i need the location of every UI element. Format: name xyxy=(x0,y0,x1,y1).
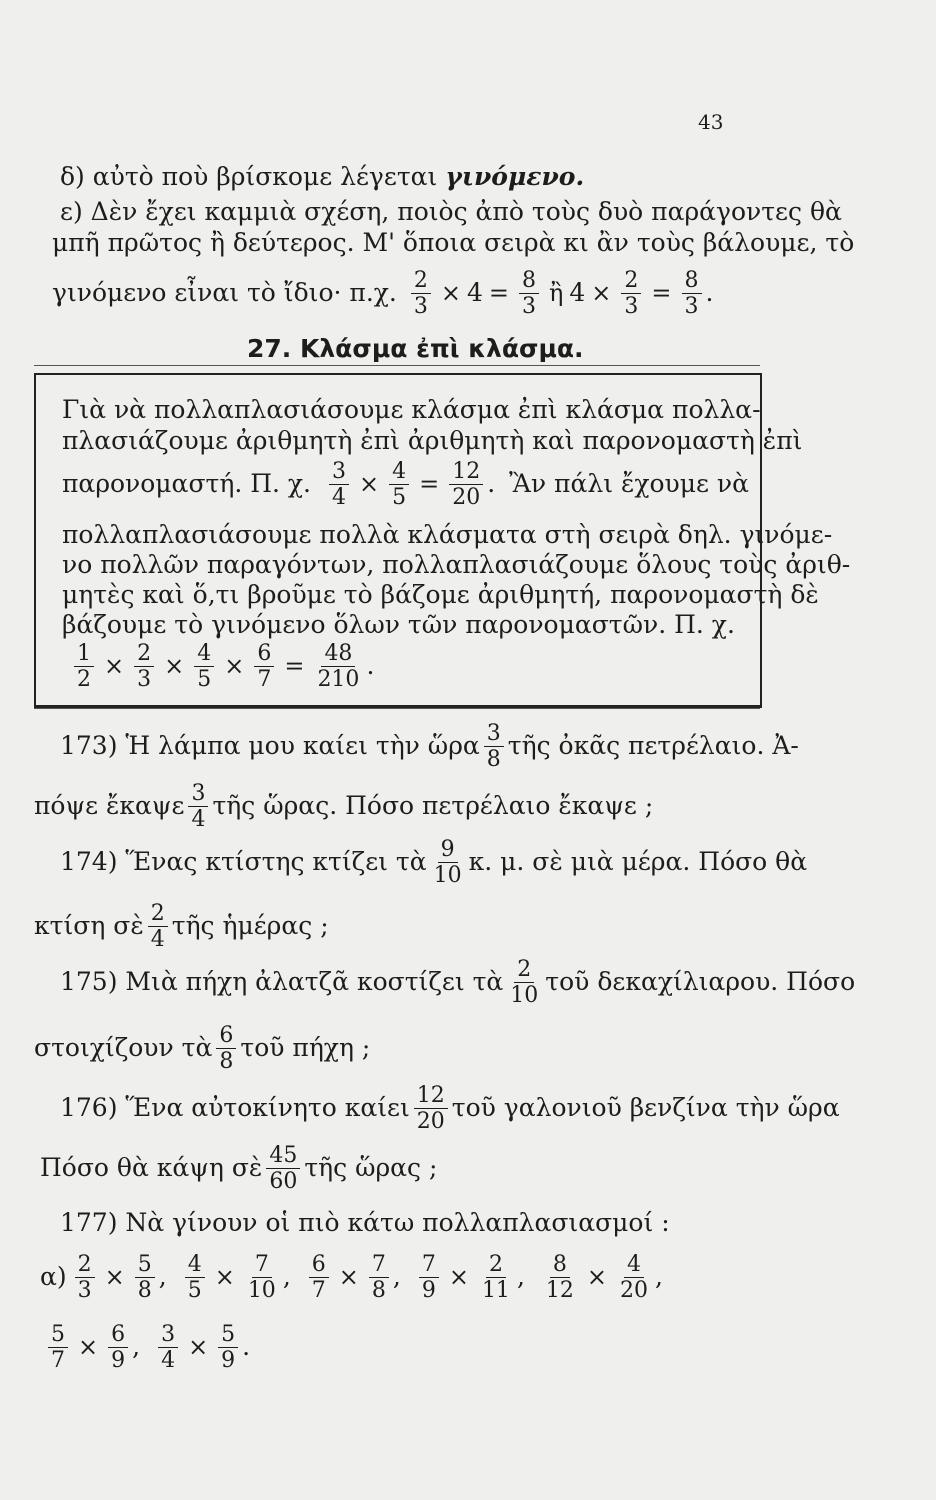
exercise-text: τοῦ δεκαχίλιαρου. Πόσο xyxy=(545,967,856,996)
item-label: α) xyxy=(40,1262,67,1291)
exercise-text: Πόσο θὰ κάψη σὲ xyxy=(40,1153,263,1182)
exercise-177-row1 xyxy=(40,1246,663,1308)
times-sign: × xyxy=(448,1263,469,1291)
fraction: $\frac{48}{210}$ xyxy=(317,640,360,692)
fraction: $\frac{8}{3}$ xyxy=(682,268,702,319)
fraction: $\frac{3}{8}$ xyxy=(484,721,504,772)
equals-sign: = xyxy=(419,470,440,498)
exercise-175-line2 xyxy=(34,1018,370,1078)
fraction: $\frac{12}{20}$ xyxy=(414,1083,448,1134)
times-sign: × xyxy=(104,652,125,680)
fraction: $\frac{7}{10}$ xyxy=(247,1251,276,1303)
comma: , xyxy=(516,1262,525,1291)
section-title: 27. Κλάσμα ἐπὶ κλάσμα. xyxy=(247,334,584,363)
comma: , xyxy=(158,1262,167,1291)
integer: 4 xyxy=(466,278,483,307)
rule-line5: νο πολλῶν παραγόντων, πολλαπλασιάζουμε ὅλους τοὺς ἀριθ- xyxy=(62,550,851,579)
item-d-text: δ) αὐτὸ ποὺ βρίσκομε λέγεται xyxy=(60,162,438,191)
page-number: 43 xyxy=(698,110,724,134)
rule-line3-text: παρονομαστή. Π. χ. xyxy=(62,469,311,498)
rule-line3 xyxy=(62,454,749,514)
fraction: $\frac{7}{8}$ xyxy=(369,1252,389,1303)
fraction: $\frac{2}{3}$ xyxy=(134,641,154,692)
fraction: $\frac{1}{2}$ xyxy=(74,641,94,692)
exercise-177-title: 177) Νὰ γίνουν οἱ πιὸ κάτω πολλαπλασιασμοί : xyxy=(60,1208,670,1237)
period: . xyxy=(487,469,496,498)
period: . xyxy=(366,651,375,680)
times-sign: × xyxy=(338,1263,359,1291)
exercise-text: τῆς ὥρας. Πόσο πετρέλαιο ἔκαψε ; xyxy=(212,791,654,820)
fraction: $\frac{6}{7}$ xyxy=(254,641,274,692)
fraction: $\frac{8}{3}$ xyxy=(519,268,539,319)
fraction: $\frac{2}{4}$ xyxy=(148,901,168,952)
equals-sign: = xyxy=(651,279,672,307)
fraction: $\frac{5}{8}$ xyxy=(135,1252,155,1303)
rule-line1: Γιὰ νὰ πολλαπλασιάσουμε κλάσμα ἐπὶ κλάσμα πολλα- xyxy=(62,395,761,424)
fraction: $\frac{45}{60}$ xyxy=(266,1143,300,1194)
exercise-text: κ. μ. σὲ μιὰ μέρα. Πόσο θὰ xyxy=(468,847,808,876)
fraction: $\frac{5}{7}$ xyxy=(48,1322,68,1373)
times-sign: × xyxy=(188,1333,209,1361)
times-sign: × xyxy=(586,1263,607,1291)
period: . xyxy=(705,278,714,307)
times-sign: × xyxy=(104,1263,125,1291)
item-d-term: γινόμενο. xyxy=(445,162,585,191)
exercise-text: κτίση σὲ xyxy=(34,911,144,940)
fraction: $\frac{4}{5}$ xyxy=(185,1252,205,1303)
exercise-text: τοῦ πήχη ; xyxy=(240,1033,371,1062)
equals-sign: = xyxy=(488,279,509,307)
times-sign: × xyxy=(591,279,612,307)
times-sign: × xyxy=(164,652,185,680)
exercise-text: τῆς ὀκᾶς πετρέλαιο. Ἀ- xyxy=(507,731,799,760)
exercise-text: πόψε ἔκαψε xyxy=(34,791,185,820)
exercise-177-row2 xyxy=(44,1316,250,1378)
exercise-text: τῆς ὥρας ; xyxy=(304,1153,438,1182)
exercise-174-line1 xyxy=(60,832,807,892)
fraction: $\frac{7}{9}$ xyxy=(419,1252,439,1303)
comma: , xyxy=(392,1262,401,1291)
fraction: $\frac{12}{20}$ xyxy=(449,459,483,510)
times-sign: × xyxy=(78,1333,99,1361)
fraction: $\frac{6}{9}$ xyxy=(108,1322,128,1373)
fraction: $\frac{5}{9}$ xyxy=(218,1322,238,1373)
fraction: $\frac{4}{5}$ xyxy=(194,641,214,692)
fraction: $\frac{8}{12}$ xyxy=(545,1251,574,1303)
comma: , xyxy=(132,1332,141,1361)
fraction: $\frac{6}{8}$ xyxy=(216,1023,236,1074)
or-word: ἢ xyxy=(549,279,564,307)
fraction: $\frac{9}{10}$ xyxy=(433,836,462,888)
equals-sign: = xyxy=(284,652,305,680)
exercise-176-line1 xyxy=(60,1078,840,1138)
fraction: $\frac{2}{11}$ xyxy=(481,1251,510,1303)
fraction: $\frac{4}{20}$ xyxy=(620,1251,648,1303)
fraction: $\frac{3}{4}$ xyxy=(158,1322,178,1373)
exercise-text: 175) Μιὰ πήχη ἀλατζᾶ κοστίζει τὰ xyxy=(60,967,504,996)
exercise-text: στοιχίζουν τὰ xyxy=(34,1033,213,1062)
fraction: $\frac{6}{7}$ xyxy=(309,1252,329,1303)
comma: , xyxy=(655,1262,663,1291)
fraction: $\frac{2}{3}$ xyxy=(621,268,641,319)
rule-line3-post: Ἂν πάλι ἔχουμε νὰ xyxy=(509,469,749,498)
times-sign: × xyxy=(224,652,245,680)
exercise-174-line2 xyxy=(34,896,329,956)
exercise-text: τῆς ἡμέρας ; xyxy=(171,911,329,940)
exercise-175-line1 xyxy=(60,952,855,1012)
rule-line7: βάζουμε τὸ γινόμενο ὅλων τῶν παρονομαστῶν. Π. χ. xyxy=(62,610,735,639)
rule-line4: πολλαπλασιάσουμε πολλὰ κλάσματα στὴ σειρὰ δηλ. γινόμε- xyxy=(62,520,833,549)
fraction: $\frac{2}{10}$ xyxy=(510,956,539,1008)
comma: , xyxy=(282,1262,291,1291)
times-sign: × xyxy=(440,279,461,307)
rule-line2: πλασιάζουμε ἀριθμητὴ ἐπὶ ἀριθμητὴ καὶ παρονομαστὴ ἐπὶ xyxy=(62,426,803,455)
item-d xyxy=(60,162,584,192)
rule-example2 xyxy=(70,636,374,696)
integer: 4 xyxy=(569,278,586,307)
exercise-text: 174) Ἕνας κτίστης κτίζει τὰ xyxy=(60,847,427,876)
fraction: $\frac{3}{4}$ xyxy=(188,781,208,832)
fraction: $\frac{2}{3}$ xyxy=(75,1252,95,1303)
item-e-line2: μπῆ πρῶτος ἢ δεύτερος. Μ' ὅποια σειρὰ κι ἂν τοὺς βάλουμε, τὸ xyxy=(52,228,855,257)
item-e-line3 xyxy=(52,264,713,322)
fraction: $\frac{2}{3}$ xyxy=(411,268,431,319)
exercise-text: τοῦ γαλονιοῦ βενζίνα τὴν ὥρα xyxy=(451,1093,840,1122)
fraction: $\frac{4}{5}$ xyxy=(389,459,409,510)
item-e-line1: ε) Δὲν ἔχει καμμιὰ σχέση, ποιὸς ἀπὸ τοὺς δυὸ παράγοντες θὰ xyxy=(60,197,842,226)
exercise-173-line2 xyxy=(34,776,653,836)
times-sign: × xyxy=(359,470,380,498)
times-sign: × xyxy=(214,1263,235,1291)
exercise-text: 176) Ἕνα αὐτοκίνητο καίει xyxy=(60,1093,410,1122)
exercise-173-line1 xyxy=(60,716,799,776)
exercise-text: 173) Ἡ λάμπα μου καίει τὴν ὥρα xyxy=(60,731,480,760)
fraction: $\frac{3}{4}$ xyxy=(329,459,349,510)
exercise-176-line2 xyxy=(40,1138,437,1198)
period: . xyxy=(242,1332,251,1361)
rule-line6: μητὲς καὶ ὅ,τι βροῦμε τὸ βάζομε ἀριθμητή, παρονομαστὴ δὲ xyxy=(62,580,819,609)
divider xyxy=(34,365,760,366)
item-e-line3-text: γινόμενο εἶναι τὸ ἴδιο· π.χ. xyxy=(52,278,397,307)
divider xyxy=(34,708,760,709)
